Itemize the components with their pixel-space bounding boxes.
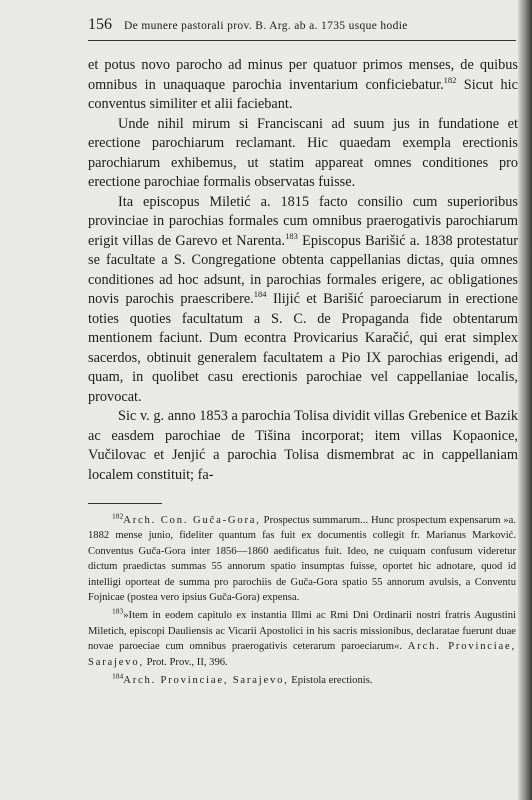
main-text (88, 56, 518, 485)
footnote-text: Prospectus summarum... Hunc prospectum expensarum »a. 1882 mense junio, fideliter quantum fas fuit ex documentis collegit fr. Marianus Marković. Conventus Guča-Gora inter 1856—1860 aedificatus fuit. Ideo, ne cuiquam confusum videretur dictum praedictas summas 55 annorum spatio insumptas fuisse, oportet hic adnotare, quod id intelligi oporteat de summa pro parochiis de Guča-Gora spatio 55 annorum avulsis, a Conventu Fojnicae (postea vero ipsius Guča-Gora) expensa. (88, 515, 517, 604)
footnote-number: 184 (112, 671, 124, 681)
paragraph-4-text: Sic v. g. anno 1853 a parochia Tolisa dividit villas Grebenice et Bazik ac easdem parochiae de Tišina incorporat; item villas Kopaonice, Vučilovac et Jenjić a parochia Tolisa dismembrat ac in cappellaniam localem constituit; fa- (88, 408, 518, 483)
footnote-rule (88, 503, 162, 504)
footnote-ref-184: 184 (253, 289, 267, 300)
paragraph-3-text-b: Episcopus Barišić a. 1838 protestatur se facultate a S. Congregatione obtenta cappellanias dictas, quia omnes conditiones ad hoc adsunt, in parochias formales erigere, ac obligationes novis parochis praescribere. (88, 232, 518, 307)
paragraph-1 (88, 56, 518, 115)
footnote-source: Arch. Con. Guča-Gora, (123, 515, 261, 526)
footnote-text-2: Prot. Prov., II, 396. (143, 656, 228, 668)
footnote-source: Arch. Provinciae, Sarajevo, (88, 641, 516, 668)
footnote-182 (88, 513, 516, 605)
page-edge-shadow (518, 0, 532, 800)
paragraph-3 (88, 193, 518, 408)
footnotes (88, 513, 516, 691)
paragraph-3-text-a: Ita episcopus Miletić a. 1815 facto consilio cum superioribus provinciae in parochias formales cum omnibus praerogativis parochiarum erigit villas de Garevo et Narenta. (88, 193, 518, 249)
footnote-number: 183 (112, 606, 124, 616)
paragraph-4 (88, 407, 518, 485)
footnote-text: Epistola erectionis. (288, 675, 373, 687)
paragraph-3-text-c: Ilijić et Barišić paroeciarum in erectione toties quoties facultatum a S. C. de Propaganda fide obtentarum mentionem faciunt. Dum econtra Provicarius Karačić, qui erat simplex sacerdos, obtinuit generalem facultatem a Pio IX parochias erigendi, ad quam, in quolibet casu erectionis parochiae vel cappellaniae localis, provocat. (88, 291, 518, 405)
paragraph-1-text-a: et potus novo parocho ad minus per quatuor primos menses, de quibus omnibus in unaquaque parochia inventarium conficiebatur. (88, 57, 518, 93)
footnote-ref-182: 182 (443, 74, 457, 85)
paragraph-2 (88, 115, 518, 193)
footnote-184 (88, 673, 516, 688)
paragraph-2-text: Unde nihil mirum si Franciscani ad suum jus in fundatione et erectione parochiarum reclamant. Hic quaedam exempla erectionis parochiarum exhibemus, ut statim appareat omnes conditiones pro erectione parochiae formalis observatas fuisse. (88, 115, 518, 190)
header-rule (88, 40, 516, 41)
footnote-ref-183: 183 (285, 230, 298, 241)
footnote-text: »Item in eodem capitulo ex instantia Illmi ac Rmi Dni Ordinarii nostri fratris Augustini Miletich, episcopi Dauliensis ac Vicarii Apostolici in his sacris missionibus, declaratae fuerunt duae novae paroeciae cum omnibus praerogativis ceterarum paroeciarum«. (88, 610, 516, 653)
footnote-source: Arch. Provinciae, Sarajevo, (123, 675, 289, 687)
running-head (88, 16, 512, 34)
footnote-number: 182 (112, 511, 124, 521)
footnote-183 (88, 608, 516, 670)
page-number: 156 (88, 16, 112, 33)
running-title: De munere pastorali prov. B. Arg. ab a. 1735 usque hodie (124, 20, 408, 32)
paragraph-1-text-b: Sicut hic conventus similiter et alii faciebant. (88, 76, 518, 112)
